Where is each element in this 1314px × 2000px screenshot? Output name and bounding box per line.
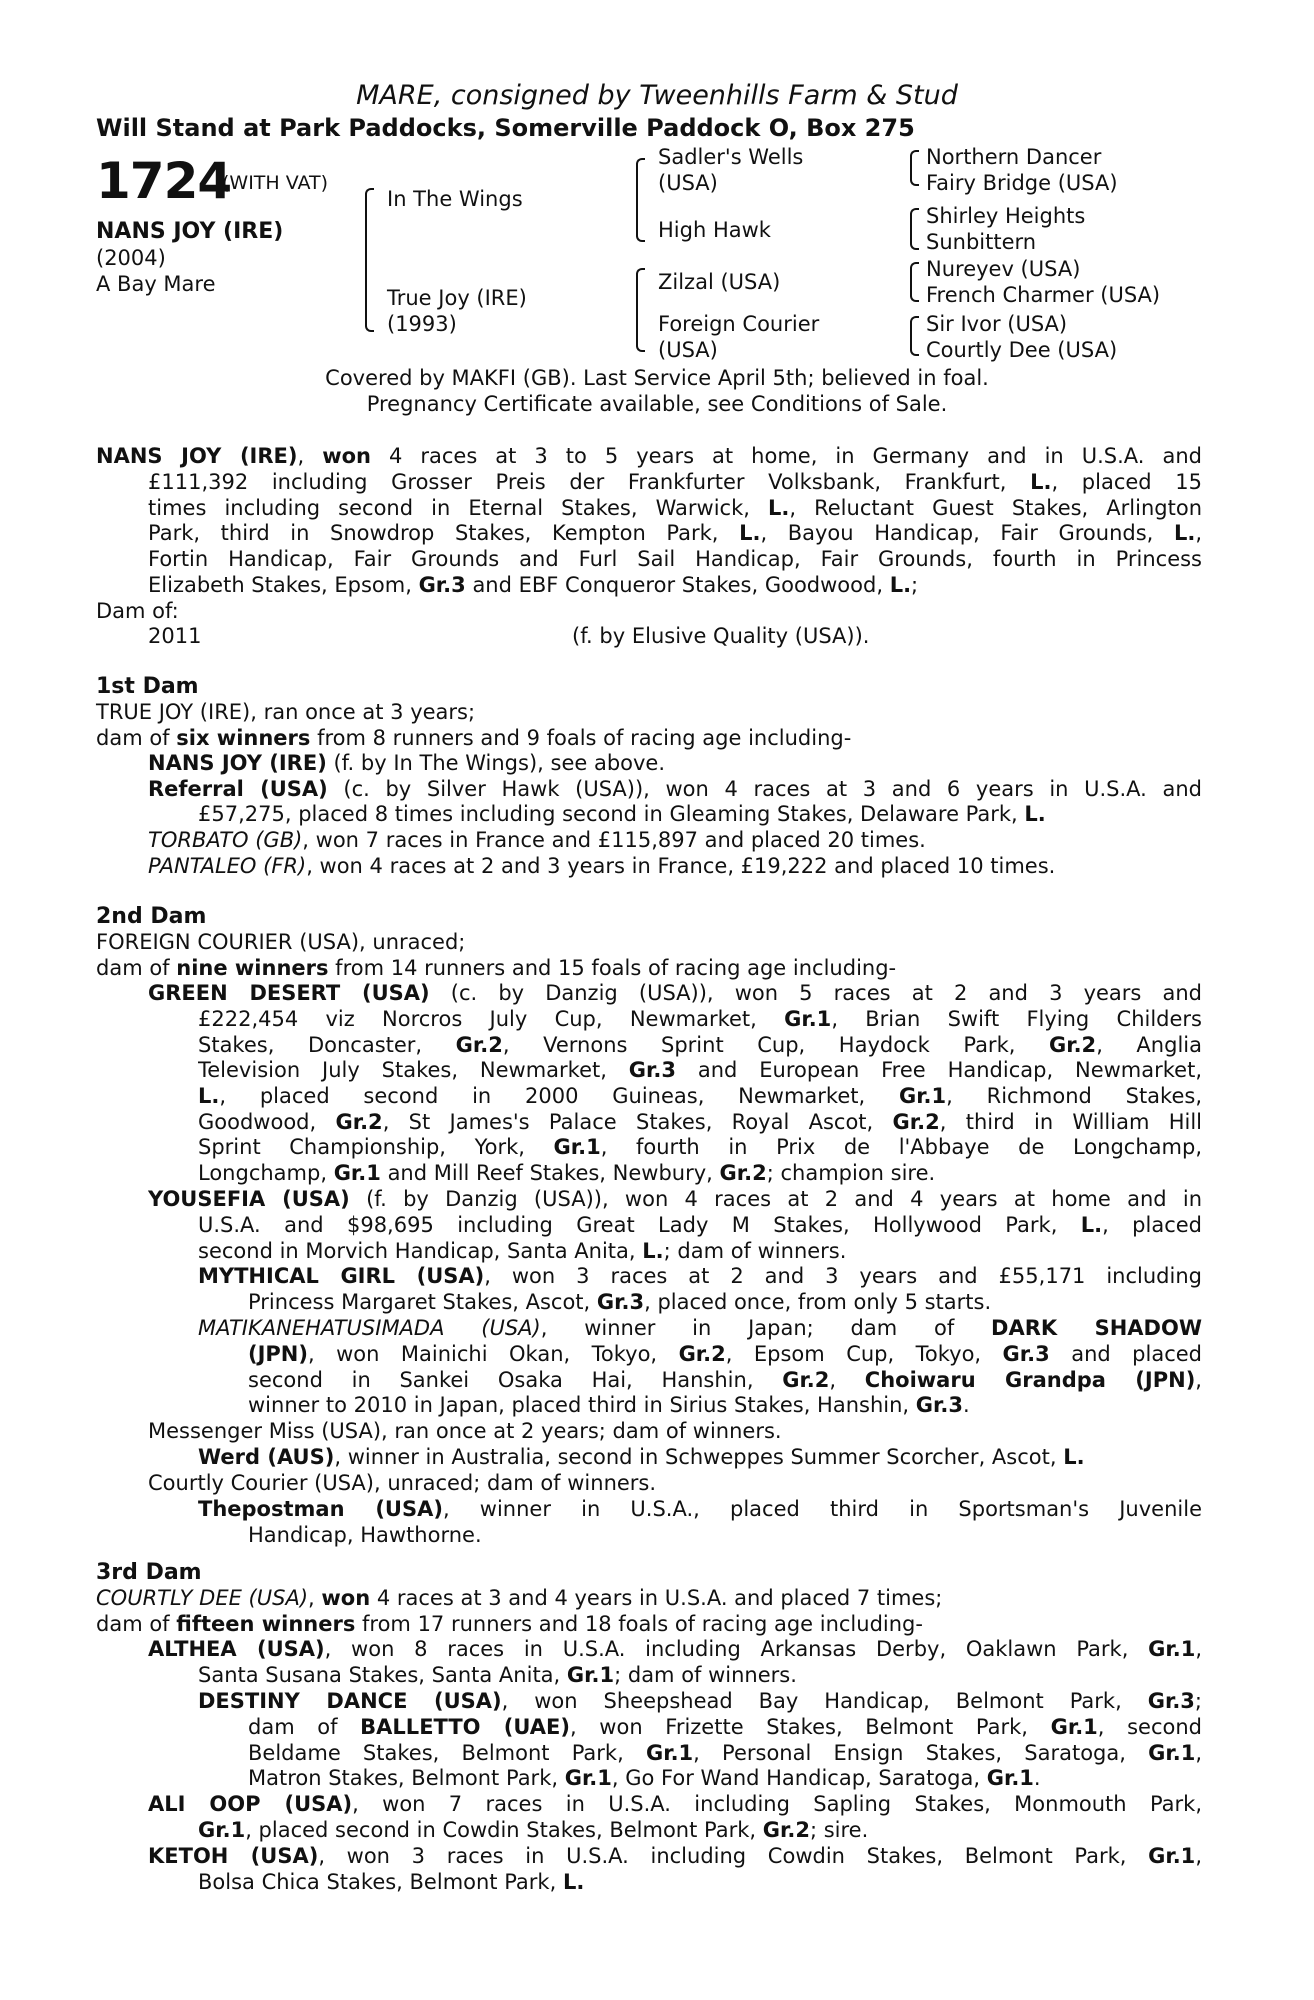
covered-note: Covered by MAKFI (GB). Last Service April 5th; believed in foal. [325,366,989,390]
horse-record: NANS JOY (IRE), won 4 races at 3 to 5 years at home, in Germany and in U.S.A. and [96,444,1202,468]
pedigree-dam: True Joy (IRE) [387,286,527,310]
pedigree-sire-sire-country: (USA) [658,171,718,195]
pedigree-sds: Shirley Heights [926,204,1086,228]
pedigree-dsd: French Charmer (USA) [926,283,1161,307]
ali-oop-entry: ALI OOP (USA), won 7 races in U.S.A. including Sapling Stakes, Monmouth Park, [148,1792,1202,1816]
pedigree-brace-4c [910,262,919,302]
messenger-miss-entry: Messenger Miss (USA), ran once at 2 years; dam of winners. [148,1419,782,1443]
dam2-record: FOREIGN COURIER (USA), unraced; dam of nine winners from 14 runners and 15 foals of racing age including- [96,930,897,980]
pedigree-brace-4a [910,150,919,186]
pedigree-sdd: Sunbittern [926,230,1037,254]
pedigree-sire-sire: Sadler's Wells [658,145,804,169]
matikane-entry: MATIKANEHATUSIMADA (USA), winner in Japan; dam of DARK SHADOW [198,1316,1202,1340]
horse-record-cont: £111,392 including Grosser Preis der Frankfurter Volksbank, Frankfurt, L., placed 15 times including second in Eternal Stakes, Warwick, L., Reluctant Guest Stakes, Arlington Park, third in Snowdrop Stakes, Kempton Park, L., Bayou Handicap, Fair Grounds, L., Fortin Handicap, Fair Grounds and Furl Sail Handicap, Fair Grounds, fourth in Princess Elizabeth Stakes, Epsom, Gr.3 and EBF Conqueror Stakes, Goodwood, L.; [148,470,1202,597]
mythical-girl-cont: Princess Margaret Stakes, Ascot, Gr.3, placed once, from only 5 starts. [248,1290,992,1314]
pedigree-sire-dam: High Hawk [658,218,771,242]
section-2nd-dam: 2nd Dam [96,904,207,929]
werd-entry: Werd (AUS), winner in Australia, second in Schweppes Summer Scorcher, Ascot, L. [198,1445,1085,1469]
thepostman-entry: Thepostman (USA), winner in U.S.A., placed third in Sportsman's Juvenile [198,1497,1202,1521]
foal-year: 2011 [148,624,202,648]
ketoh-entry: KETOH (USA), won 3 races in U.S.A. including Cowdin Stakes, Belmont Park, Gr.1, [148,1844,1202,1868]
yousefia-entry: YOUSEFIA (USA) (f. by Danzig (USA)), won 4 races at 2 and 4 years at home and in [148,1187,1202,1211]
consignment-title: MARE, consigned by Tweenhills Farm & Stud [356,80,958,111]
vat-note: (WITH VAT) [222,172,329,194]
pregnancy-note: Pregnancy Certificate available, see Conditions of Sale. [366,392,948,416]
yousefia-cont: U.S.A. and $98,695 including Great Lady M Stakes, Hollywood Park, L., placed second in Morvich Handicap, Santa Anita, L.; dam of winners. MYTHICAL GIRL (USA), won 3 races at 2 and 3 years and £55,171 including [198,1213,1202,1289]
dam1-progeny-more: TORBATO (GB), won 7 races in France and £115,897 and placed 20 times. PANTALEO (FR), won 4 races at 2 and 3 years in France, £19,222 and placed 10 times. [148,828,1056,878]
horse-description: A Bay Mare [96,272,216,296]
section-3rd-dam: 3rd Dam [96,1560,202,1585]
pedigree-ssd: Fairy Bridge (USA) [926,171,1118,195]
dam1-progeny: NANS JOY (IRE) (f. by In The Wings), see above. Referral (USA) (c. by Silver Hawk (USA)), won 4 races at 3 and 6 years in U.S.A. and [148,751,1202,801]
pedigree-ddd: Courtly Dee (USA) [926,338,1118,362]
pedigree-brace-4d [910,316,919,356]
section-1st-dam: 1st Dam [96,674,199,699]
pedigree-dam-dam-country: (USA) [658,338,718,362]
pedigree-brace-main [365,188,374,332]
ketoh-cont: Bolsa Chica Stakes, Belmont Park, L. [198,1870,585,1894]
pedigree-brace-sire [636,158,645,242]
destiny-dance-cont: dam of BALLETTO (UAE), won Frizette Stakes, Belmont Park, Gr.1, second Beldame Stakes, Belmont Park, Gr.1, Personal Ensign Stakes, Saratoga, Gr.1, Matron Stakes, Belmont Park, Gr.1, Go For Wand Handicap, Saratoga, Gr.1. [248,1715,1202,1791]
green-desert-entry: GREEN DESERT (USA) (c. by Danzig (USA)), won 5 races at 2 and 3 years and [148,981,1202,1005]
pedigree-dam-dam: Foreign Courier [658,312,820,336]
althea-entry: ALTHEA (USA), won 8 races in U.S.A. including Arkansas Derby, Oaklawn Park, Gr.1, [148,1637,1202,1661]
matikane-cont: (JPN), won Mainichi Okan, Tokyo, Gr.2, Epsom Cup, Tokyo, Gr.3 and placed second in Sankei Osaka Hai, Hanshin, Gr.2, Choiwaru Grandpa (JPN), winner to 2010 in Japan, placed third in Sirius Stakes, Hanshin, Gr.3. [248,1342,1202,1418]
courtly-courier-entry: Courtly Courier (USA), unraced; dam of winners. [148,1471,657,1495]
horse-name: NANS JOY (IRE) [96,219,284,244]
pedigree-sire: In The Wings [387,187,523,211]
dam1-progeny-cont: £57,275, placed 8 times including second in Gleaming Stakes, Delaware Park, L. [198,802,1046,826]
dam1-record: TRUE JOY (IRE), ran once at 3 years; dam of six winners from 8 runners and 9 foals of racing age including- [96,700,852,750]
pedigree-dss: Nureyev (USA) [926,257,1081,281]
pedigree-dam-year: (1993) [387,312,457,336]
pedigree-sss: Northern Dancer [926,145,1102,169]
pedigree-dam-sire: Zilzal (USA) [658,270,781,294]
pedigree-brace-dam [636,268,645,352]
foaling-year: (2004) [96,246,166,270]
pedigree-brace-4b [910,208,919,250]
dam3-record: COURTLY DEE (USA), won 4 races at 3 and 4 years in U.S.A. and placed 7 times; dam of fifteen winners from 17 runners and 18 foals of racing age including- [96,1586,943,1636]
lot-number: 1724 [96,152,232,210]
stand-location: Will Stand at Park Paddocks, Somerville Paddock O, Box 275 [96,114,915,142]
foal-description: (f. by Elusive Quality (USA)). [572,624,870,648]
pedigree-dds: Sir Ivor (USA) [926,312,1068,336]
dam-of-label: Dam of: [96,599,179,623]
althea-cont: Santa Susana Stakes, Santa Anita, Gr.1; dam of winners. DESTINY DANCE (USA), won Sheepshead Bay Handicap, Belmont Park, Gr.3; [198,1663,1202,1713]
ali-oop-cont: Gr.1, placed second in Cowdin Stakes, Belmont Park, Gr.2; sire. [198,1818,869,1842]
thepostman-cont: Handicap, Hawthorne. [248,1523,482,1547]
green-desert-cont: £222,454 viz Norcros July Cup, Newmarket, Gr.1, Brian Swift Flying Childers Stakes, Doncaster, Gr.2, Vernons Sprint Cup, Haydock Park, Gr.2, Anglia Television July Stakes, Newmarket, Gr.3 and European Free Handicap, Newmarket, L., placed second in 2000 Guineas, Newmarket, Gr.1, Richmond Stakes, Goodwood, Gr.2, St James's Palace Stakes, Royal Ascot, Gr.2, third in William Hill Sprint Championship, York, Gr.1, fourth in Prix de l'Abbaye de Longchamp, Longchamp, Gr.1 and Mill Reef Stakes, Newbury, Gr.2; champion sire. [198,1007,1202,1186]
